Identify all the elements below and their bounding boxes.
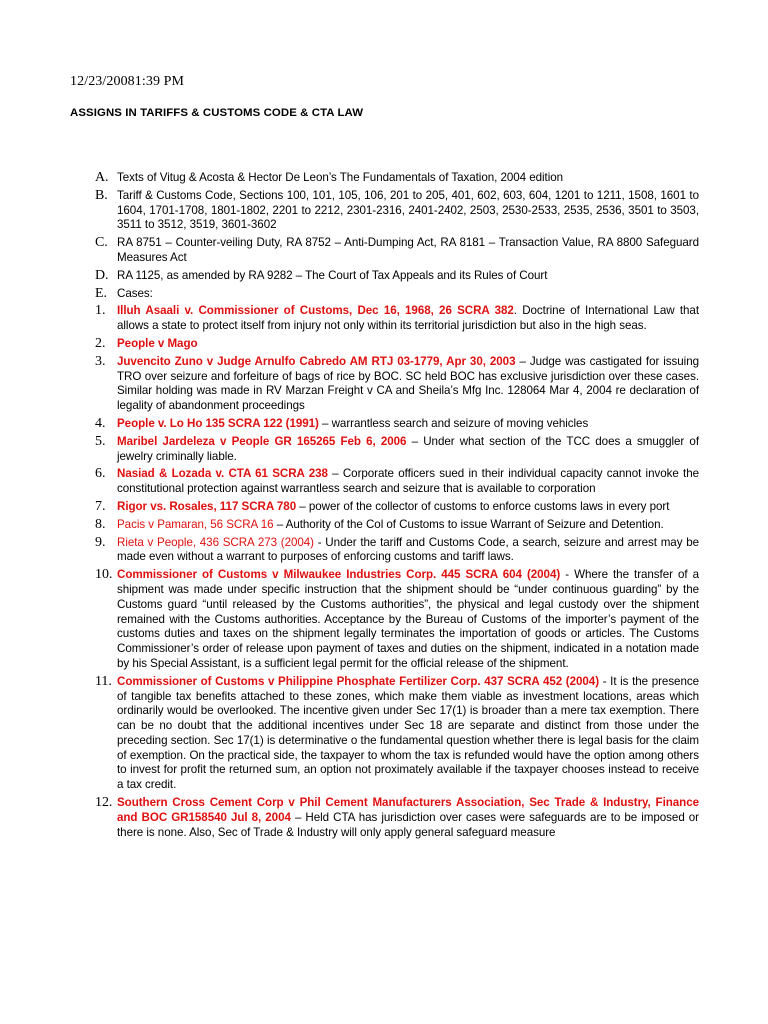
case-citation: People v. Lo Ho 135 SCRA 122 (1991): [117, 416, 319, 430]
list-marker: 7.: [95, 498, 106, 514]
list-marker: 12.: [95, 795, 113, 811]
case-item-7: [95, 500, 699, 515]
case-summary: – Held CTA has jurisdiction over cases were safeguards are to be imposed or there is none. Also, Sec of Trade & Industry will only apply general safeguard measure: [117, 810, 699, 839]
list-marker: 6.: [95, 466, 106, 482]
list-marker: A.: [95, 170, 109, 185]
case-citation: Juvencito Zuno v Judge Arnulfo Cabredo AM RTJ 03-1779, Apr 30, 2003: [117, 354, 516, 368]
case-summary: – Judge was castigated for issuing TRO over seizure and forfeiture of bags of rice by BOC. SC held BOC has exclusive jurisdiction over these cases. Similar holding was made in RV Marzan Freight v CA and Sheila’s Mfg Inc. 128064 Mar 4, 2004 re declaration of legality of abandonment proceedings: [117, 354, 699, 413]
case-item-11: [95, 675, 699, 793]
assignment-list: [95, 171, 699, 843]
list-marker: 10.: [95, 567, 113, 583]
case-citation: Illuh Asaali v. Commissioner of Customs, Dec 16, 1968, 26 SCRA 382: [117, 304, 514, 318]
case-summary: – Authority of the Col of Customs to issue Warrant of Seizure and Detention.: [273, 517, 664, 531]
list-item-b: [95, 189, 699, 233]
list-item-e: [95, 287, 699, 302]
item-text: Tariff & Customs Code, Sections 100, 101, 105, 106, 201 to 205, 401, 602, 603, 604, 1201 to 1211, 1508, 1601 to 1604, 1701-1708, 1801-1802, 2201 to 2212, 2301-2316, 2401-2402, 2503, 2530-2533, 2535, 2536, 3501 to 3503, 3511 to 3512, 3519, 3601-3602: [117, 188, 699, 232]
list-item-c: [95, 236, 699, 266]
document-timestamp: 12/23/20081:39 PM: [70, 74, 185, 89]
case-summary: – power of the collector of customs to enforce customs laws in every port: [296, 499, 670, 513]
case-item-1: [95, 304, 699, 334]
case-citation: Maribel Jardeleza v People GR 165265 Feb 6, 2006: [117, 434, 407, 448]
item-text: Cases:: [117, 286, 153, 300]
case-item-12: [95, 796, 699, 840]
case-summary: - Where the transfer of a shipment was made under specific instruction that the shipment should be “under continuous guarding” by the Customs guard “until released by the Customs authorities”, the physical and legal custody over the shipment remained with the Customs authorities. Acceptance by the Bureau of Customs of the importer’s payment of the customs duties and taxes on the shipment legally terminates the importation of goods or articles. The Customs Commissioner’s order of release upon payment of taxes and duties on the shipment, indicated in a notation made by his Special Assistant, is a sufficient legal permit for the official release of the shipment.: [117, 568, 699, 670]
document-title: ASSIGNS IN TARIFFS & CUSTOMS CODE & CTA LAW: [70, 107, 364, 119]
case-summary: – Corporate officers sued in their individual capacity cannot invoke the constitutional protection against warrantless search and seizure that is available to corporation: [117, 467, 699, 496]
case-item-2: [95, 337, 699, 352]
case-citation: Nasiad & Lozada v. CTA 61 SCRA 238: [117, 467, 328, 481]
case-citation: Rieta v People, 436 SCRA 273 (2004): [117, 535, 314, 549]
list-marker: D.: [95, 267, 109, 283]
case-citation: People v Mago: [117, 336, 198, 350]
case-item-10: [95, 568, 699, 672]
case-item-5: [95, 435, 699, 465]
case-summary: – warrantless search and seizure of moving vehicles: [318, 416, 589, 430]
case-citation: Commissioner of Customs v Philippine Phosphate Fertilizer Corp. 437 SCRA 452 (2004): [117, 674, 600, 688]
list-item-d: [95, 269, 699, 284]
case-citation: Commissioner of Customs v Milwaukee Industries Corp. 445 SCRA 604 (2004): [117, 568, 561, 582]
case-citation: Rigor vs. Rosales, 117 SCRA 780: [117, 499, 297, 513]
list-marker: E.: [95, 285, 107, 301]
case-item-9: [95, 536, 699, 566]
case-item-8: [95, 518, 699, 533]
list-marker: 3.: [95, 353, 106, 369]
list-marker: 11.: [95, 673, 112, 689]
list-marker: 2.: [95, 335, 106, 351]
list-marker: C.: [95, 235, 108, 251]
list-marker: 1.: [95, 303, 106, 319]
list-marker: B.: [95, 187, 108, 203]
item-text: RA 1125, as amended by RA 9282 – The Court of Tax Appeals and its Rules of Court: [117, 268, 548, 282]
case-item-3: [95, 355, 699, 414]
case-citation: Pacis v Pamaran, 56 SCRA 16: [117, 517, 274, 531]
case-item-6: [95, 467, 699, 497]
list-item-a: [95, 171, 699, 186]
case-summary: . Doctrine of International Law that allows a state to protect itself from injury not only within its territorial jurisdiction but also in the high seas.: [117, 304, 699, 333]
case-item-4: [95, 417, 699, 432]
list-marker: 4.: [95, 415, 106, 431]
case-citation: Southern Cross Cement Corp v Phil Cement Manufacturers Association, Sec Trade & Industry, Finance and BOC GR158540 Jul 8, 2004: [117, 796, 699, 824]
item-text: RA 8751 – Counter-veiling Duty, RA 8752 – Anti-Dumping Act, RA 8181 – Transaction Value, RA 8800 Safeguard Measures Act: [117, 236, 699, 264]
case-summary: - It is the presence of tangible tax benefits attached to these zones, which make them viable as investment locations, areas which ordinarily would be overlooked. The incentive given under Sec 17(1) is broader than a mere tax exemption. There can be no doubt that the additional incentives under Sec 18 are separate and distinct from those under the preceding section. Sec 17(1) is determinative o the fundamental question whether there is legal basis for the claim of exemption. On the practical side, the taxpayer to whom the tax is refunded would have the option among others to invest for profit the returned sum, an option not proximately available if the taxpayer chooses instead to receive a tax credit.: [117, 674, 700, 792]
list-marker: 9.: [95, 534, 106, 550]
list-marker: 5.: [95, 433, 106, 449]
item-text: Texts of Vitug & Acosta & Hector De Leon’s The Fundamentals of Taxation, 2004 edition: [117, 171, 564, 184]
case-summary: - Under the tariff and Customs Code, a search, seizure and arrest may be made even without a warrant to purposes of enforcing customs and tariff laws.: [117, 535, 699, 564]
case-summary: – Under what section of the TCC does a smuggler of jewelry criminally liable.: [117, 434, 699, 463]
list-marker: 8.: [95, 516, 106, 532]
